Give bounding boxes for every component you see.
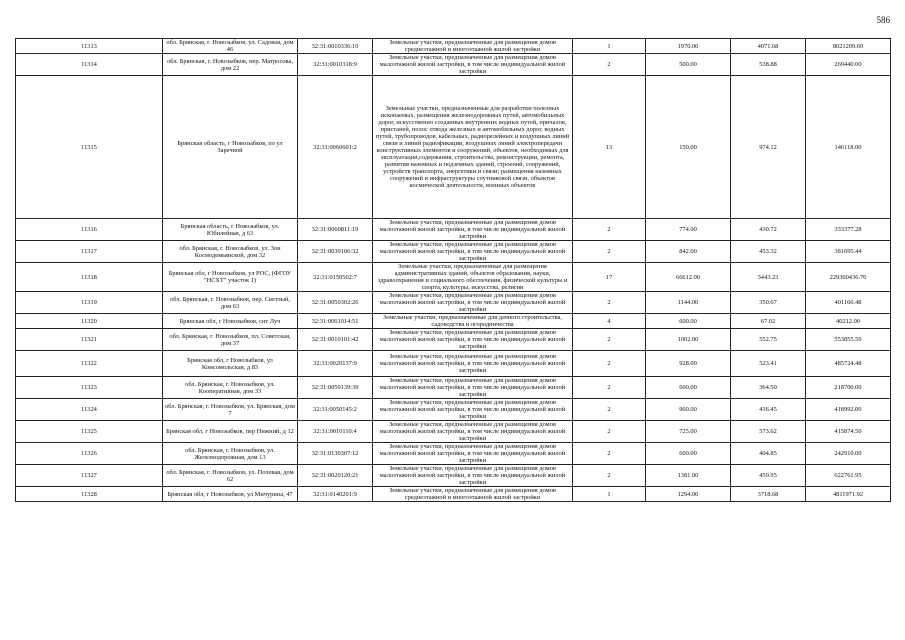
table-row xyxy=(16,465,891,487)
row-number-cell: 11323 xyxy=(16,377,163,399)
table-row xyxy=(16,314,891,329)
cadastral-number-cell: 32:31:0010336:10 xyxy=(298,39,373,54)
row-number-cell: 11315 xyxy=(16,76,163,219)
cadastral-number-cell: 32:31:0050302:26 xyxy=(298,292,373,314)
group-code-cell: 17 xyxy=(573,263,646,292)
row-number-cell: 11319 xyxy=(16,292,163,314)
specific-value-cell: 436.45 xyxy=(731,399,806,421)
row-number-cell: 11320 xyxy=(16,314,163,329)
specific-value-cell: 974.12 xyxy=(731,76,806,219)
address-cell: обл. Брянская, г. Новозыбков, пл. Советская, дом 37 xyxy=(163,329,298,351)
row-number-cell: 11321 xyxy=(16,329,163,351)
group-code-cell: 2 xyxy=(573,465,646,487)
land-use-type-cell: Земельные участки, предназначенные для размещения домов малоэтажной жилой застройки, в том числе индивидуальной жилой застройки xyxy=(373,54,573,76)
specific-value-cell: 523.41 xyxy=(731,351,806,377)
land-use-type-cell: Земельные участки, предназначенные для размещения домов малоэтажной жилой застройки, в том числе индивидуальной жилой застройки xyxy=(373,443,573,465)
cadastral-value-cell: 146118.00 xyxy=(806,76,891,219)
cadastral-number-cell: 32:31:0061014:51 xyxy=(298,314,373,329)
address-cell: обл. Брянская, г. Новозыбков, пер. Светлый, дом 63 xyxy=(163,292,298,314)
group-code-cell: 2 xyxy=(573,292,646,314)
specific-value-cell: 538.88 xyxy=(731,54,806,76)
row-number-cell: 11318 xyxy=(16,263,163,292)
cadastral-number-cell: 32:31:0010101:42 xyxy=(298,329,373,351)
land-use-type-cell: Земельные участки, предназначенные для размещения домов малоэтажной жилой застройки, в том числе индивидуальной жилой застройки xyxy=(373,351,573,377)
row-number-cell: 11328 xyxy=(16,487,163,502)
table-row xyxy=(16,399,891,421)
cadastral-value-cell: 401166.48 xyxy=(806,292,891,314)
area-sqm-cell: 600.00 xyxy=(646,443,731,465)
cadastral-number-cell: 32:31:0050145:2 xyxy=(298,399,373,421)
group-code-cell: 2 xyxy=(573,421,646,443)
address-cell: Брянская обл, г Новозыбков, ул Комсомольская, д 83 xyxy=(163,351,298,377)
cadastral-number-cell: 32:31:0020137:9 xyxy=(298,351,373,377)
area-sqm-cell: 842.00 xyxy=(646,241,731,263)
table-row xyxy=(16,39,891,54)
address-cell: Брянская обл, г Новозыбков, снт Луч xyxy=(163,314,298,329)
group-code-cell: 1 xyxy=(573,39,646,54)
land-use-type-cell: Земельные участки, предназначенные для разработки полезных ископаемых, размещения железнодорожных путей, автомобильных дорог, искусственно созданных внутренних водных путей, причалов, пристаней, полос отвода железных и автомобильных дорог, водных путей, трубопроводов, кабельных, радиорелейных и воздушных линий связи и линий радиофикации, воздушных линий электропередачи конструктивных элементов и сооружений, объектов, необходимых для эксплуатации,содержания, строительства, реконструкции, ремонта, развития наземных и подземных зданий, строений, сооружений, устройств транспорта, энергетики и связи; размещения наземных сооружений и инфраструктуры спутниковой связи, объектов космической деятельности, военных объектов xyxy=(373,76,573,219)
address-cell: Брянская обл, г Новозыбков, пер Нижний, д 12 xyxy=(163,421,298,443)
land-use-type-cell: Земельные участки, предназначенные для размещения административных зданий, объектов образования, науки, здравоохранения и социального обеспечения, физической культуры и спорта, культуры, искусства, религии xyxy=(373,263,573,292)
cadastral-value-cell: 8021209.60 xyxy=(806,39,891,54)
address-cell: Брянская область, г Новозыбков, ул. Юбилейная, д 63 xyxy=(163,219,298,241)
cadastral-value-cell: 4811971.92 xyxy=(806,487,891,502)
cadastral-value-cell: 553855.50 xyxy=(806,329,891,351)
table-row xyxy=(16,487,891,502)
cadastral-value-cell: 269440.00 xyxy=(806,54,891,76)
cadastral-value-cell: 229360436.76 xyxy=(806,263,891,292)
area-sqm-cell: 1002.00 xyxy=(646,329,731,351)
table-row xyxy=(16,241,891,263)
address-cell: обл. Брянская, г. Новозыбков, пер. Матросова, дом 22 xyxy=(163,54,298,76)
address-cell: обл. Брянская, г. Новозыбков, ул. Брянская, дом 7 xyxy=(163,399,298,421)
land-use-type-cell: Земельные участки, предназначенные для размещения домов среднеэтажной и многоэтажной жилой застройки xyxy=(373,39,573,54)
group-code-cell: 2 xyxy=(573,219,646,241)
table-row xyxy=(16,292,891,314)
row-number-cell: 11317 xyxy=(16,241,163,263)
address-cell: обл. Брянская, г. Новозыбков, ул. Кооперативная, дом 33 xyxy=(163,377,298,399)
group-code-cell: 2 xyxy=(573,329,646,351)
cadastral-number-cell: 32:31:0030106:32 xyxy=(298,241,373,263)
cadastral-value-cell: 485724.48 xyxy=(806,351,891,377)
area-sqm-cell: 150.00 xyxy=(646,76,731,219)
group-code-cell: 2 xyxy=(573,443,646,465)
area-sqm-cell: 600.00 xyxy=(646,377,731,399)
row-number-cell: 11313 xyxy=(16,39,163,54)
cadastral-number-cell: 32:31:0050139:39 xyxy=(298,377,373,399)
cadastral-number-cell: 32:31:0020120:21 xyxy=(298,465,373,487)
address-cell: обл. Брянская, г. Новозыбков, ул. Полевая, дом 62 xyxy=(163,465,298,487)
land-use-type-cell: Земельные участки, предназначенные для размещения домов малоэтажной жилой застройки, в том числе индивидуальной жилой застройки xyxy=(373,329,573,351)
specific-value-cell: 67.02 xyxy=(731,314,806,329)
group-code-cell: 1 xyxy=(573,487,646,502)
group-code-cell: 2 xyxy=(573,54,646,76)
area-sqm-cell: 725.00 xyxy=(646,421,731,443)
specific-value-cell: 4071.68 xyxy=(731,39,806,54)
cadastral-number-cell: 32:31:0150502:7 xyxy=(298,263,373,292)
specific-value-cell: 350.67 xyxy=(731,292,806,314)
specific-value-cell: 3718.68 xyxy=(731,487,806,502)
land-use-type-cell: Земельные участки, предназначенные для размещения домов малоэтажной жилой застройки, в том числе индивидуальной жилой застройки xyxy=(373,421,573,443)
specific-value-cell: 430.72 xyxy=(731,219,806,241)
address-cell: Брянская обл, г Новозыбков, ул Мичурина, 47 xyxy=(163,487,298,502)
land-use-type-cell: Земельные участки, предназначенные для размещения домов малоэтажной жилой застройки, в том числе индивидуальной жилой застройки xyxy=(373,241,573,263)
row-number-cell: 11325 xyxy=(16,421,163,443)
row-number-cell: 11316 xyxy=(16,219,163,241)
land-use-type-cell: Земельные участки, предназначенные для размещения домов малоэтажной жилой застройки, в том числе индивидуальной жилой застройки xyxy=(373,377,573,399)
cadastral-value-table xyxy=(15,38,891,502)
area-sqm-cell: 1144.00 xyxy=(646,292,731,314)
group-code-cell: 2 xyxy=(573,377,646,399)
specific-value-cell: 552.75 xyxy=(731,329,806,351)
group-code-cell: 2 xyxy=(573,241,646,263)
area-sqm-cell: 1970.00 xyxy=(646,39,731,54)
cadastral-value-cell: 218700.00 xyxy=(806,377,891,399)
land-use-type-cell: Земельные участки, предназначенные для размещения домов среднеэтажной и многоэтажной жилой застройки xyxy=(373,487,573,502)
table-row xyxy=(16,329,891,351)
cadastral-value-cell: 242910.00 xyxy=(806,443,891,465)
group-code-cell: 2 xyxy=(573,351,646,377)
table-row xyxy=(16,377,891,399)
row-number-cell: 11322 xyxy=(16,351,163,377)
address-cell: обл. Брянская, г. Новозыбков, ул. Садовая, дом 46 xyxy=(163,39,298,54)
table-body xyxy=(16,39,891,502)
area-sqm-cell: 960.00 xyxy=(646,399,731,421)
row-number-cell: 11326 xyxy=(16,443,163,465)
group-code-cell: 4 xyxy=(573,314,646,329)
cadastral-number-cell: 32:31:0060601:2 xyxy=(298,76,373,219)
group-code-cell: 2 xyxy=(573,399,646,421)
land-use-type-cell: Земельные участки, предназначенные для дачного строительства, садоводства и огородничества xyxy=(373,314,573,329)
cadastral-number-cell: 32:31:0130307:12 xyxy=(298,443,373,465)
cadastral-number-cell: 32:31:0010318:9 xyxy=(298,54,373,76)
area-sqm-cell: 928.00 xyxy=(646,351,731,377)
cadastral-value-cell: 415874.50 xyxy=(806,421,891,443)
area-sqm-cell: 1381.00 xyxy=(646,465,731,487)
area-sqm-cell: 1294.00 xyxy=(646,487,731,502)
specific-value-cell: 573.62 xyxy=(731,421,806,443)
table-row xyxy=(16,421,891,443)
specific-value-cell: 3443.23 xyxy=(731,263,806,292)
cadastral-number-cell: 32:31:0060811:19 xyxy=(298,219,373,241)
land-use-type-cell: Земельные участки, предназначенные для размещения домов малоэтажной жилой застройки, в том числе индивидуальной жилой застройки xyxy=(373,465,573,487)
table-row xyxy=(16,443,891,465)
address-cell: обл. Брянская, г. Новозыбков, ул. Железнодорожная, дом 13 xyxy=(163,443,298,465)
cadastral-value-cell: 622761.95 xyxy=(806,465,891,487)
table-row xyxy=(16,263,891,292)
address-cell: Брянская область, г Новозыбков, по ул Заречной xyxy=(163,76,298,219)
specific-value-cell: 404.85 xyxy=(731,443,806,465)
specific-value-cell: 450.95 xyxy=(731,465,806,487)
land-use-type-cell: Земельные участки, предназначенные для размещения домов малоэтажной жилой застройки, в том числе индивидуальной жилой застройки xyxy=(373,292,573,314)
land-use-type-cell: Земельные участки, предназначенные для размещения домов малоэтажной жилой застройки, в том числе индивидуальной жилой застройки xyxy=(373,219,573,241)
row-number-cell: 11324 xyxy=(16,399,163,421)
table-row xyxy=(16,76,891,219)
area-sqm-cell: 500.00 xyxy=(646,54,731,76)
table-row xyxy=(16,54,891,76)
group-code-cell: 13 xyxy=(573,76,646,219)
cadastral-value-cell: 418992.00 xyxy=(806,399,891,421)
table-row xyxy=(16,351,891,377)
address-cell: Брянская обл, г Новозыбков, ул РОС, (ФГОУ "НСХТ" участок 1) xyxy=(163,263,298,292)
area-sqm-cell: 774.00 xyxy=(646,219,731,241)
land-use-type-cell: Земельные участки, предназначенные для размещения домов малоэтажной жилой застройки, в том числе индивидуальной жилой застройки xyxy=(373,399,573,421)
row-number-cell: 11327 xyxy=(16,465,163,487)
address-cell: обл. Брянская, г. Новозыбков, ул. Зои Космодемьянской, дом 32 xyxy=(163,241,298,263)
specific-value-cell: 453.32 xyxy=(731,241,806,263)
page-number: 586 xyxy=(876,15,890,25)
table-row xyxy=(16,219,891,241)
cadastral-number-cell: 32:31:0010110:4 xyxy=(298,421,373,443)
cadastral-value-cell: 333377.28 xyxy=(806,219,891,241)
cadastral-value-cell: 381695.44 xyxy=(806,241,891,263)
specific-value-cell: 364.50 xyxy=(731,377,806,399)
row-number-cell: 11314 xyxy=(16,54,163,76)
cadastral-value-cell: 40212.00 xyxy=(806,314,891,329)
area-sqm-cell: 66612.00 xyxy=(646,263,731,292)
cadastral-number-cell: 32:31:0140201:9 xyxy=(298,487,373,502)
area-sqm-cell: 600.00 xyxy=(646,314,731,329)
